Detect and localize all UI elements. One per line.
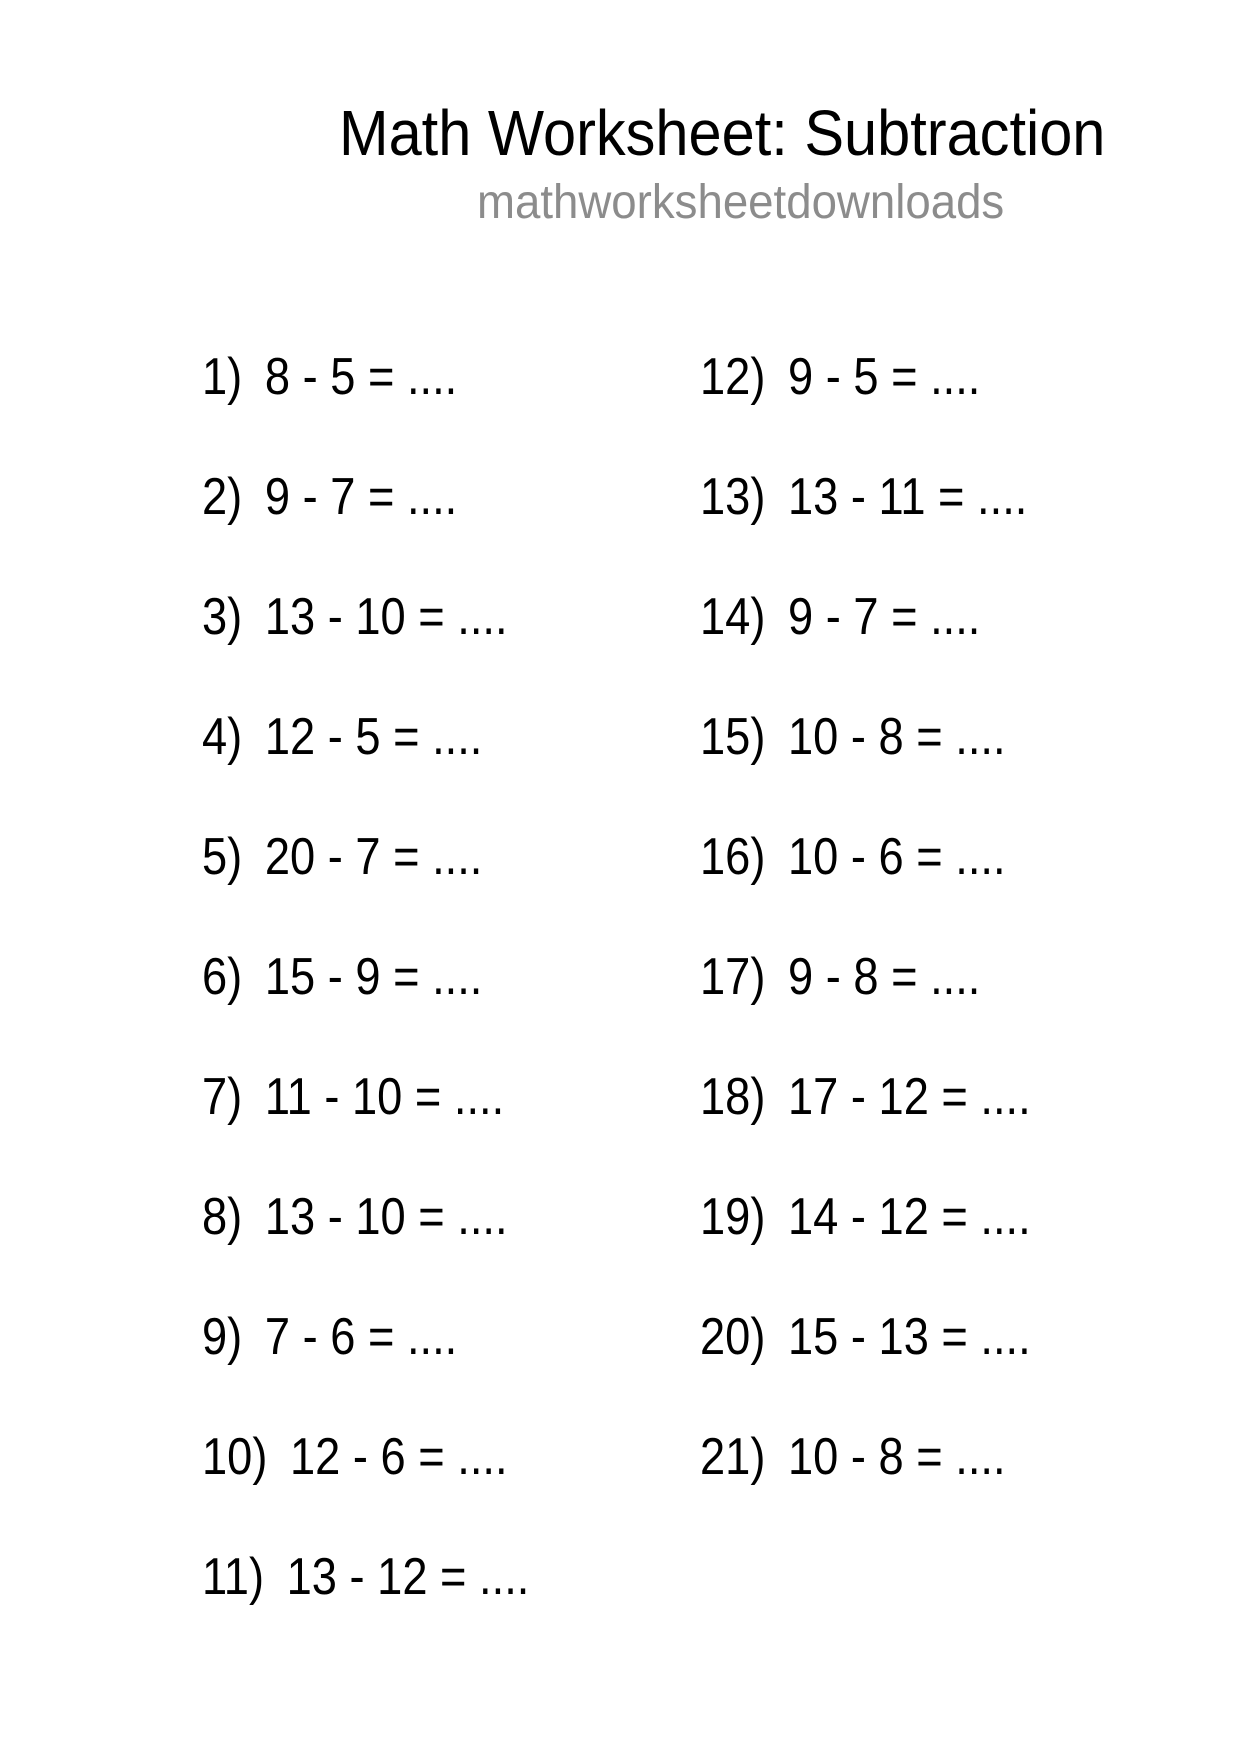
problem-number: 18) — [700, 1068, 766, 1126]
problem-expression: 8 - 5 = .... — [264, 348, 458, 406]
problem-row — [202, 348, 529, 471]
problem-row — [202, 1188, 529, 1311]
problem-expression: 20 - 7 = .... — [264, 828, 483, 886]
problem-row — [202, 588, 529, 711]
problem-expression: 12 - 6 = .... — [290, 1428, 508, 1486]
problem-number: 5) — [202, 828, 243, 886]
problem-expression: 14 - 12 = .... — [788, 1188, 1031, 1246]
problem-expression: 15 - 9 = .... — [264, 948, 483, 1006]
problem-row — [700, 708, 1031, 831]
problem-row — [700, 1068, 1031, 1191]
problem-expression: 17 - 12 = .... — [788, 1068, 1031, 1126]
problem-row — [202, 708, 529, 831]
problems-column-right — [700, 348, 1080, 1551]
problem-number: 13) — [700, 468, 766, 526]
problem-row — [202, 1428, 529, 1551]
problem-number: 7) — [202, 1068, 243, 1126]
problem-number: 19) — [700, 1188, 766, 1246]
problem-row — [700, 1308, 1031, 1431]
problem-number: 11) — [202, 1548, 265, 1606]
problem-row — [202, 948, 529, 1071]
problem-row — [700, 348, 1031, 471]
problem-expression: 10 - 8 = .... — [788, 1428, 1006, 1486]
problem-number: 2) — [202, 468, 243, 526]
problem-expression: 11 - 10 = .... — [264, 1068, 505, 1126]
problem-expression: 7 - 6 = .... — [264, 1308, 458, 1366]
problem-number: 16) — [700, 828, 766, 886]
problem-number: 15) — [700, 708, 766, 766]
problem-expression: 9 - 7 = .... — [264, 468, 458, 526]
problem-expression: 13 - 10 = .... — [264, 588, 508, 646]
problem-number: 4) — [202, 708, 243, 766]
problem-row — [700, 1428, 1031, 1551]
problem-row — [202, 1068, 529, 1191]
problem-number: 6) — [202, 948, 243, 1006]
problem-row — [202, 1308, 529, 1431]
problem-number: 14) — [700, 588, 766, 646]
problem-number: 21) — [700, 1428, 766, 1486]
problem-row — [700, 588, 1031, 711]
problem-number: 8) — [202, 1188, 243, 1246]
problem-row — [700, 828, 1031, 951]
problem-row — [202, 828, 529, 951]
problem-row — [700, 1188, 1031, 1311]
problem-number: 12) — [700, 348, 766, 406]
problem-expression: 15 - 13 = .... — [788, 1308, 1031, 1366]
problem-number: 3) — [202, 588, 243, 646]
problem-expression: 13 - 10 = .... — [264, 1188, 508, 1246]
problem-row — [700, 468, 1031, 591]
problem-row — [202, 468, 529, 591]
problem-number: 20) — [700, 1308, 766, 1366]
page-title: Math Worksheet: Subtraction — [339, 97, 1106, 169]
page-subtitle: mathworksheetdownloads — [477, 176, 1005, 229]
problem-expression: 10 - 6 = .... — [788, 828, 1006, 886]
problem-number: 9) — [202, 1308, 243, 1366]
problem-expression: 9 - 8 = .... — [788, 948, 981, 1006]
problem-expression: 13 - 11 = .... — [788, 468, 1028, 526]
problem-row — [202, 1548, 530, 1671]
problem-row — [700, 948, 1031, 1071]
problem-expression: 12 - 5 = .... — [264, 708, 483, 766]
problem-expression: 10 - 8 = .... — [788, 708, 1006, 766]
problem-expression: 9 - 5 = .... — [788, 348, 981, 406]
problems-column-left — [202, 348, 578, 1671]
problem-number: 10) — [202, 1428, 268, 1486]
problem-expression: 13 - 12 = .... — [286, 1548, 530, 1606]
problem-number: 1) — [202, 348, 243, 406]
problem-expression: 9 - 7 = .... — [788, 588, 981, 646]
problem-number: 17) — [700, 948, 766, 1006]
